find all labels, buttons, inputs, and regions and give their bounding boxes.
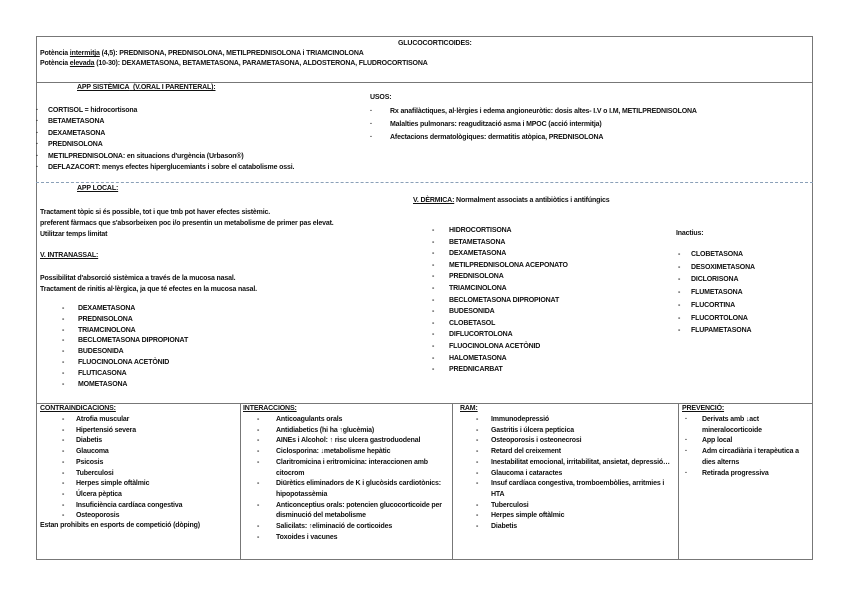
bullet-icon: -: [432, 354, 435, 362]
bullet-icon: ·: [370, 133, 373, 141]
bullet-icon: ·: [36, 164, 39, 172]
potency-label: Potència: [40, 60, 68, 67]
list-item: [476, 458, 671, 469]
bullet-icon: -: [678, 251, 681, 258]
bullet-icon: ·: [36, 141, 39, 149]
divider: [678, 403, 679, 560]
list-item-text: Ciclosporina: ↓metabolisme hepàtic: [276, 448, 391, 456]
bullet-icon: ·: [685, 448, 688, 456]
list-item: [432, 225, 568, 237]
potency-section: [40, 49, 428, 69]
list-item: [432, 318, 568, 330]
bullet-icon: -: [476, 437, 479, 445]
dermal-list: [432, 225, 568, 376]
list-item-text: App local: [702, 437, 733, 445]
bullet-icon: -: [432, 319, 435, 327]
bullet-icon: -: [257, 458, 260, 466]
inactive-heading: Inactius:: [676, 230, 704, 237]
bullet-icon: ·: [36, 118, 39, 126]
bullet-icon: -: [62, 380, 65, 388]
list-item-text: PREDNISOLONA: [78, 315, 133, 323]
list-item: [370, 119, 697, 132]
list-item-text: FLUOCINOLONA ACETÒNID: [449, 342, 541, 350]
list-item-text: DEXAMETASONA: [449, 250, 507, 258]
intranasal-text: [40, 273, 257, 295]
bullet-icon: ·: [685, 469, 688, 477]
list-item: [678, 249, 755, 262]
list-item-text: Diürètics eliminadors de K i glucòsids cardiotònics: hipopotassèmia: [276, 480, 441, 498]
bullet-icon: -: [257, 416, 260, 423]
list-item: [257, 533, 448, 544]
list-item: [62, 511, 236, 522]
bullet-icon: -: [678, 327, 681, 335]
list-item: [678, 300, 755, 313]
local-text: [40, 207, 334, 240]
bullet-icon: -: [62, 501, 65, 509]
list-item-text: Osteoporosis: [76, 512, 120, 520]
list-item-text: CORTISOL = hidrocortisona: [48, 107, 138, 114]
bullet-icon: -: [62, 469, 65, 477]
bullet-icon: ·: [685, 437, 688, 445]
bullet-icon: -: [62, 315, 65, 323]
list-item-text: Hipertensió severa: [76, 426, 136, 434]
list-item-text: DESOXIMETASONA: [691, 263, 755, 271]
list-item-text: PREDNISOLONA: [48, 141, 103, 149]
list-item: [432, 329, 568, 341]
bullet-icon: -: [257, 448, 260, 456]
bullet-icon: -: [62, 348, 65, 356]
list-item: [62, 358, 188, 369]
list-item: [432, 248, 568, 260]
list-item-text: Malalties pulmonars: reagudització asma i MPOC (acció intermitja): [390, 120, 602, 128]
list-item-text: DIFLUCORTOLONA: [449, 331, 513, 339]
list-item-text: Insuficiència cardíaca congestiva: [76, 501, 183, 509]
list-item: [476, 522, 671, 533]
divider: [36, 403, 813, 404]
list-item-text: HIDROCORTISONA: [449, 227, 512, 234]
interactions-list: [257, 415, 448, 543]
list-item: [476, 426, 671, 437]
bullet-icon: -: [62, 337, 65, 345]
list-item: [432, 341, 568, 353]
list-item: [685, 436, 810, 447]
list-item-text: CLOBETASONA: [691, 251, 743, 258]
divider: [36, 82, 813, 83]
list-item: [432, 306, 568, 318]
list-item: [476, 511, 671, 522]
list-item: [476, 415, 671, 426]
list-item: [62, 458, 236, 469]
list-item: [62, 436, 236, 447]
list-item-text: PREDNICARBAT: [449, 366, 503, 374]
bullet-icon: ·: [36, 152, 39, 160]
bullet-icon: -: [62, 305, 65, 312]
list-item-text: Afectacions dermatològiques: dermatitis atòpica, PREDNISOLONA: [390, 133, 604, 141]
list-item: [62, 369, 188, 380]
list-item: [685, 415, 810, 436]
list-item-text: DICLORISONA: [691, 276, 739, 284]
list-item: [62, 315, 188, 326]
list-item: [36, 162, 295, 173]
divider: [240, 403, 241, 560]
bullet-icon: -: [678, 289, 681, 297]
list-item: [432, 295, 568, 307]
list-item-text: FLUMETASONA: [691, 289, 743, 297]
divider: [452, 403, 453, 560]
list-item-text: Gastritis i úlcera pepticica: [491, 426, 574, 434]
list-item: [62, 426, 236, 437]
bullet-icon: -: [257, 523, 260, 531]
list-item-text: Claritromicina i eritromicina: interaccionen amb citocrom: [276, 458, 428, 477]
list-item-text: FLUTICASONA: [78, 369, 127, 377]
list-item: [678, 287, 755, 300]
list-item: [36, 139, 294, 150]
contra-heading: CONTRAINDICACIONS:: [40, 405, 116, 412]
list-item-text: FLUCORTOLONA: [691, 314, 748, 322]
list-item-text: Retard del creixement: [491, 448, 561, 456]
potency-level: elevada: [69, 60, 95, 67]
bullet-icon: -: [432, 331, 435, 339]
bullet-icon: -: [432, 308, 435, 316]
list-item: [257, 458, 448, 479]
list-item-text: Rx anafilàctiques, al·lèrgies i edema angioneuròtic: dosis altes- I.V o I.M, METILPREDNISOLONA: [390, 108, 697, 115]
list-item-text: AINEs i Alcohol: ↑ risc ulcera gastroduodenal: [276, 437, 421, 445]
list-item-text: Anticoagulants orals: [276, 416, 343, 423]
list-item-text: FLUCORTINA: [691, 301, 735, 309]
list-item: [62, 479, 236, 490]
list-item: [432, 271, 568, 283]
ram-list: [476, 415, 671, 533]
list-item-text: PREDNISOLONA: [449, 273, 504, 281]
systemic-heading: APP SISTÈMICA (V.ORAL I PARENTERAL):: [77, 84, 216, 91]
systemic-list: [36, 105, 295, 173]
list-item-text: METILPREDNISOLONA: en situacions d'urgència (Urbason®): [48, 152, 244, 160]
bullet-icon: -: [476, 501, 479, 509]
bullet-icon: -: [476, 448, 479, 456]
list-item-text: TRIAMCINOLONA: [78, 326, 136, 334]
bullet-icon: -: [62, 490, 65, 498]
list-item-text: Retirada progressiva: [702, 469, 769, 477]
list-item-text: Anticonceptius orals: potencien glucocorticoide per disminució del metabolisme: [276, 501, 442, 520]
list-item: [62, 347, 188, 358]
potency-level: intermitja: [69, 50, 100, 57]
list-item-text: FLUPAMETASONA: [691, 327, 752, 335]
bullet-icon: -: [62, 480, 65, 488]
bullet-icon: -: [432, 273, 435, 281]
list-item: [432, 364, 568, 376]
bullet-icon: -: [476, 426, 479, 434]
bullet-icon: -: [62, 448, 65, 456]
list-item: [36, 116, 294, 127]
contra-footer: Estan prohibits en esports de competició (dòping): [40, 522, 200, 529]
list-item: [678, 274, 755, 287]
bullet-icon: -: [62, 369, 65, 377]
prevention-heading: PREVENCIÓ:: [682, 405, 725, 412]
bullet-icon: -: [678, 301, 681, 309]
bullet-icon: -: [476, 480, 479, 488]
bullet-icon: -: [62, 326, 65, 334]
list-item: [257, 479, 448, 500]
list-item-text: Glaucoma i cataractes: [491, 469, 563, 477]
list-item: [476, 447, 671, 458]
list-item: [476, 469, 671, 480]
bullet-icon: ·: [685, 416, 688, 423]
list-item-text: Glaucoma: [76, 448, 109, 456]
dermal-heading: V. DÈRMICA: Normalment associats a antibiòtics i antifúngics: [413, 197, 610, 204]
text-line: preferent fàrmacs que s'absorbeixen poc i/o presentin un metabolisme de primer pas elevat.: [40, 220, 334, 227]
list-item-text: Úlcera pèptica: [76, 490, 122, 498]
list-item: [257, 447, 448, 458]
list-item-text: TRIAMCINOLONA: [449, 284, 507, 292]
bullet-icon: -: [62, 426, 65, 434]
list-item-text: Atrofia muscular: [76, 416, 130, 423]
bullet-icon: -: [257, 426, 260, 434]
list-item-text: Herpes simple oftàlmic: [76, 480, 150, 488]
list-item-text: FLUOCINOLONA ACETÒNID: [78, 358, 170, 366]
contra-list: [62, 415, 236, 522]
potency-drugs: (10-30): DEXAMETASONA, BETAMETASONA, PARAMETASONA, ALDOSTERONA, FLUDROCORTISONA: [94, 60, 428, 67]
list-item-text: Diabetis: [76, 437, 103, 445]
bullet-icon: ·: [370, 108, 373, 115]
text-line: Utilitzar temps limitat: [40, 231, 108, 238]
bullet-icon: -: [476, 458, 479, 466]
list-item: [678, 262, 755, 275]
list-item: [476, 436, 671, 447]
bullet-icon: -: [432, 284, 435, 292]
uses-list: [370, 106, 697, 144]
list-item-text: Derivats amb ↓act mineralocorticoide: [702, 416, 762, 434]
text-line: Tractament tòpic si és possible, tot i que tmb pot haver efectes sistèmic.: [40, 209, 271, 216]
list-item: [36, 151, 294, 162]
bullet-icon: -: [432, 227, 435, 234]
list-item: [257, 426, 448, 437]
list-item-text: CLOBETASOL: [449, 319, 496, 327]
potency-label: Potència: [40, 50, 68, 57]
list-item-text: HALOMETASONA: [449, 354, 507, 362]
list-item-text: DEXAMETASONA: [78, 305, 136, 312]
list-item: [678, 325, 755, 338]
text-line: Tractament de rinitis al·lèrgica, ja que té efectes en la mucosa nasal.: [40, 286, 257, 293]
bullet-icon: -: [476, 416, 479, 423]
list-item: [62, 415, 236, 426]
list-item-text: Herpes simple oftàlmic: [491, 512, 565, 520]
bullet-icon: -: [476, 512, 479, 520]
list-item-text: Tuberculosi: [76, 469, 114, 477]
list-item: [476, 479, 671, 500]
bullet-icon: -: [62, 416, 65, 423]
bullet-icon: -: [62, 358, 65, 366]
bullet-icon: -: [476, 523, 479, 531]
ram-heading: RAM:: [460, 405, 478, 412]
list-item-text: BETAMETASONA: [449, 238, 506, 246]
bullet-icon: -: [62, 437, 65, 445]
list-item: [62, 447, 236, 458]
list-item-text: Inestabilitat emocional, irritabilitat, ansietat, depressió…: [491, 458, 670, 466]
list-item-text: Psicosis: [76, 458, 104, 466]
bullet-icon: -: [678, 276, 681, 284]
list-item: [62, 304, 188, 315]
list-item-text: DEXAMETASONA: [48, 129, 106, 137]
list-item: [257, 522, 448, 533]
list-item: [62, 469, 236, 480]
list-item: [685, 469, 810, 480]
bullet-icon: -: [257, 480, 260, 488]
list-item-text: METILPREDNISOLONA ACEPONATO: [449, 261, 568, 269]
uses-heading: USOS:: [370, 94, 392, 101]
intranasal-heading: V. INTRANASSAL:: [40, 252, 99, 259]
list-item: [685, 447, 810, 468]
list-item: [62, 490, 236, 501]
bullet-icon: ·: [36, 107, 39, 114]
bullet-icon: -: [432, 250, 435, 258]
intranasal-list: [62, 304, 189, 390]
bullet-icon: -: [432, 366, 435, 374]
bullet-icon: -: [432, 296, 435, 304]
bullet-icon: -: [257, 437, 260, 445]
list-item: [36, 105, 294, 116]
list-item-text: BUDESONIDA: [78, 348, 124, 356]
list-item-text: Salicilats: ↑eliminació de corticoides: [276, 523, 393, 531]
list-item-text: Antidiabetics (hi ha ↑glucèmia): [276, 426, 375, 434]
bullet-icon: -: [62, 512, 65, 520]
list-item-text: BETAMETASONA: [48, 118, 105, 126]
interactions-heading: INTERACCIONS:: [243, 405, 297, 412]
list-item: [678, 313, 755, 326]
list-item: [62, 336, 189, 347]
list-item: [370, 132, 697, 145]
list-item-text: Adm circadiària i terapèutica a dies alterns: [702, 448, 799, 466]
bullet-icon: -: [678, 314, 681, 322]
list-item: [257, 436, 448, 447]
list-item-text: Immunodepressió: [491, 416, 550, 423]
divider: [36, 182, 813, 183]
bullet-icon: -: [432, 261, 435, 269]
list-item-text: BECLOMETASONA DIPROPIONAT: [78, 337, 189, 345]
bullet-icon: -: [476, 469, 479, 477]
list-item-text: Diabetis: [491, 523, 518, 531]
text-line: Possibilitat d'absorció sistèmica a través de la mucosa nasal.: [40, 275, 236, 282]
potency-drugs: (4,5): PREDNISONA, PREDNISOLONA, METILPREDNISOLONA i TRIAMCINOLONA: [99, 50, 364, 57]
bullet-icon: ·: [36, 129, 39, 137]
inactive-list: [678, 249, 755, 338]
list-item-text: DEFLAZACORT: menys efectes hiperglucemiants i sobre el catabolisme ossi.: [48, 164, 295, 172]
bullet-icon: -: [432, 342, 435, 350]
list-item: [62, 326, 188, 337]
list-item-text: Osteoporosis i osteonecrosi: [491, 437, 582, 445]
list-item: [370, 106, 697, 119]
list-item-text: BECLOMETASONA DIPROPIONAT: [449, 296, 560, 304]
bullet-icon: -: [257, 533, 260, 541]
list-item: [36, 128, 294, 139]
list-item: [62, 501, 236, 512]
bullet-icon: -: [678, 263, 681, 271]
list-item: [432, 283, 568, 295]
list-item-text: Insuf cardíaca congestiva, tromboembòlies, arritmies i HTA: [491, 480, 665, 498]
prevention-list: [685, 415, 810, 479]
list-item: [432, 237, 568, 249]
bullet-icon: -: [432, 238, 435, 246]
list-item: [432, 353, 568, 365]
list-item: [476, 501, 671, 512]
page-title: GLUCOCORTICOIDES:: [398, 40, 472, 47]
local-heading: APP LOCAL:: [77, 185, 119, 192]
list-item-text: MOMETASONA: [78, 380, 128, 388]
list-item: [62, 380, 188, 391]
bullet-icon: ·: [370, 120, 373, 128]
list-item: [257, 501, 448, 522]
list-item-text: BUDESONIDA: [449, 308, 495, 316]
list-item-text: Toxoides i vacunes: [276, 533, 338, 541]
list-item: [432, 260, 568, 272]
bullet-icon: -: [257, 501, 260, 509]
bullet-icon: -: [62, 458, 65, 466]
list-item: [257, 415, 448, 426]
list-item-text: Tuberculosi: [491, 501, 529, 509]
